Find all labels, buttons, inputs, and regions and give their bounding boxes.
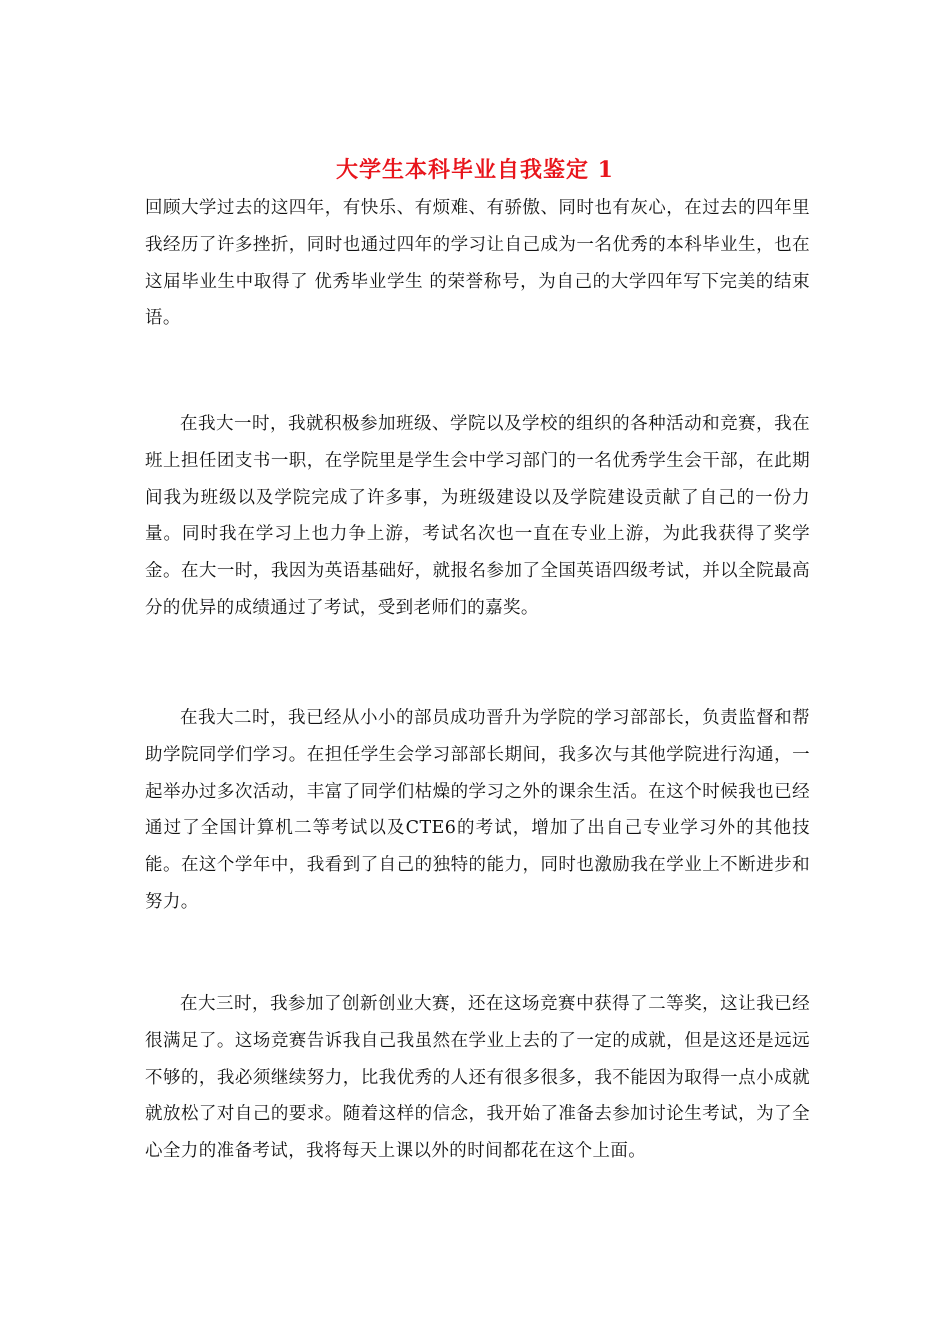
- document-title: 大学生本科毕业自我鉴定 1: [336, 157, 614, 183]
- paragraph-intro: 回顾大学过去的这四年，有快乐、有烦难、有骄傲、同时也有灰心，在过去的四年里我经历了许多挫折，同时也通过四年的学习让自己成为一名优秀的本科毕业生，也在这届毕业生中取得了 优秀毕业学生 的荣誉称号，为自己的大学四年写下完美的结束语。: [145, 198, 810, 329]
- paragraph-first-year: 在我大一时，我就积极参加班级、学院以及学校的组织的各种活动和竞赛，我在班上担任团支书一职，在学院里是学生会中学习部门的一名优秀学生会干部，在此期间我为班级以及学院完成了许多事，为班级建设以及学院建设贡献了自己的一份力量。同时我在学习上也力争上游，考试名次也一直在专业上游，为此我获得了奖学金。在大一时，我因为英语基础好，就报名参加了全国英语四级考试，并以全院最高分的优异的成绩通过了考试，受到老师们的嘉奖。: [145, 414, 810, 618]
- paragraph-second-year: 在我大二时，我已经从小小的部员成功晋升为学院的学习部部长，负责监督和帮助学院同学们学习。在担任学生会学习部部长期间，我多次与其他学院进行沟通，一起举办过多次活动，丰富了同学们枯燥的学习之外的课余生活。在这个时候我也已经通过了全国计算机二等考试以及CTE6的考试，增加了出自己专业学习外的其他技能。在这个学年中，我看到了自己的独特的能力，同时也激励我在学业上不断进步和努力。: [145, 708, 810, 912]
- paragraph-third-year: 在大三时，我参加了创新创业大赛，还在这场竞赛中获得了二等奖，这让我已经很满足了。这场竞赛告诉我自己我虽然在学业上去的了一定的成就，但是这还是远远不够的，我必须继续努力，比我优秀的人还有很多很多，我不能因为取得一点小成就就放松了对自己的要求。随着这样的信念，我开始了准备去参加讨论生考试，为了全心全力的准备考试，我将每天上课以外的时间都花在这个上面。: [145, 994, 810, 1162]
